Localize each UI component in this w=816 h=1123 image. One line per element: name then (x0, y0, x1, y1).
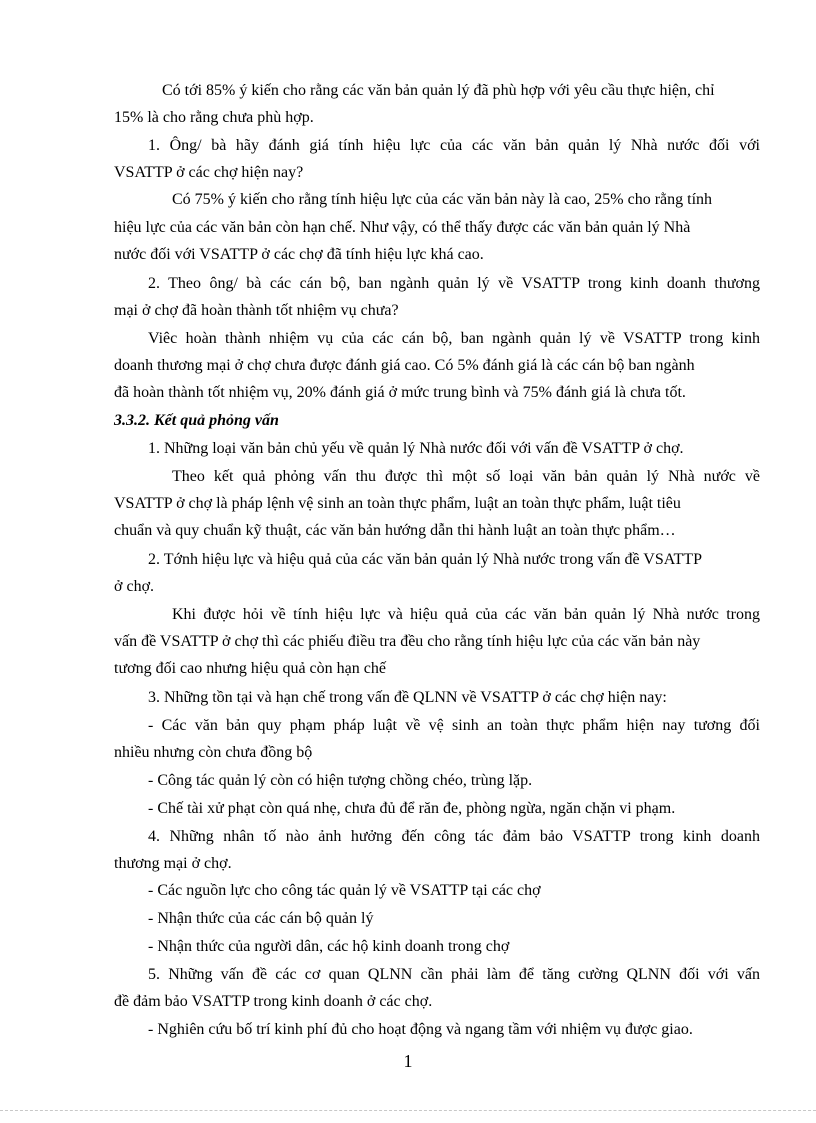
numbered-item: 3. Những tồn tại và hạn chế trong vấn đề QLNN về VSATTP ở các chợ hiện nay: (148, 689, 667, 706)
text-line: đã hoàn thành tốt nhiệm vụ, 20% đánh giá ở mức trung bình và 75% đánh giá là chưa tốt. (114, 384, 686, 401)
numbered-item: 2. Tớnh hiệu lực và hiệu quả của các văn bản quản lý Nhà nước trong vấn đề VSATTP (148, 551, 702, 568)
text-line: doanh thương mại ở chợ chưa được đánh giá cao. Có 5% đánh giá là các cán bộ ban ngành (114, 357, 695, 374)
text-line: nước đối với VSATTP ở các chợ đã tính hiệu lực khá cao. (114, 246, 484, 263)
text-line: Có tới 85% ý kiến cho rằng các văn bản quản lý đã phù hợp với yêu cầu thực hiện, chỉ (162, 82, 715, 99)
text-line: ở chợ. (114, 578, 155, 595)
text-line: Theo kết quả phỏng vấn thu được thì một số loại văn bản quản lý Nhà nước về (172, 468, 760, 485)
numbered-item: 2. Theo ông/ bà các cán bộ, ban ngành quản lý về VSATTP trong kinh doanh thương (148, 275, 760, 292)
bullet-item: - Nghiên cứu bố trí kinh phí đủ cho hoạt động và ngang tầm với nhiệm vụ được giao. (148, 1021, 693, 1038)
text-line: Khi được hỏi về tính hiệu lực và hiệu quả của các văn bản quản lý Nhà nước trong (172, 606, 760, 623)
section-heading: 3.3.2. Kết quả phỏng vấn (114, 412, 279, 429)
page-number: 1 (403, 1051, 413, 1071)
numbered-item: 1. Ông/ bà hãy đánh giá tính hiệu lực của các văn bản quản lý Nhà nước đối với (148, 137, 760, 154)
bullet-item: - Chế tài xử phạt còn quá nhẹ, chưa đủ để răn đe, phòng ngừa, ngăn chặn vi phạm. (148, 800, 676, 817)
numbered-item: 5. Những vấn đề các cơ quan QLNN cần phải làm để tăng cường QLNN đối với vấn (148, 966, 760, 983)
text-line: chuẩn và quy chuẩn kỹ thuật, các văn bản hướng dẫn thi hành luật an toàn thực phẩm… (114, 522, 676, 539)
text-line: Có 75% ý kiến cho rằng tính hiệu lực của các văn bản này là cao, 25% cho rằng tính (172, 191, 713, 208)
text-line: Viêc hoàn thành nhiệm vụ của các cán bộ, ban ngành quản lý về VSATTP trong kinh (148, 330, 760, 347)
text-line: VSATTP ở các chợ hiện nay? (114, 164, 304, 181)
text-line: vấn đề VSATTP ở chợ thì các phiếu điều tra đều cho rằng tính hiệu lực của các văn bản này (114, 633, 701, 650)
numbered-item: 1. Những loại văn bản chủ yếu về quản lý Nhà nước đối với vấn đề VSATTP ở chợ. (148, 440, 684, 457)
text-line: nhiều nhưng còn chưa đồng bộ (114, 744, 313, 761)
text-line: VSATTP ở chợ là pháp lệnh vệ sinh an toàn thực phẩm, luật an toàn thực phẩm, luật tiêu (114, 495, 681, 512)
bullet-item: - Công tác quản lý còn có hiện tượng chồng chéo, trùng lặp. (148, 772, 533, 789)
bullet-item: - Nhận thức của người dân, các hộ kinh doanh trong chợ (148, 938, 510, 955)
text-line: mại ở chợ đã hoàn thành tốt nhiệm vụ chưa? (114, 302, 399, 319)
text-line: hiệu lực của các văn bản còn hạn chế. Như vậy, có thể thấy được các văn bản quản lý Nhà (114, 219, 691, 236)
text-line: tương đối cao nhưng hiệu quả còn hạn chế (114, 660, 386, 677)
bullet-item: - Các văn bản quy phạm pháp luật về vệ sinh an toàn thực phẩm hiện nay tương đối (148, 717, 760, 734)
bullet-item: - Các nguồn lực cho công tác quản lý về VSATTP tại các chợ (148, 882, 541, 899)
text-line: 15% là cho rằng chưa phù hợp. (114, 109, 314, 126)
text-line: thương mại ở chợ. (114, 855, 232, 872)
text-line: đề đảm bảo VSATTP trong kinh doanh ở các chợ. (114, 993, 433, 1010)
numbered-item: 4. Những nhân tố nào ảnh hưởng đến công tác đảm bảo VSATTP trong kinh doanh (148, 828, 760, 845)
page-divider (0, 1110, 816, 1111)
bullet-item: - Nhận thức của các cán bộ quản lý (148, 910, 374, 927)
